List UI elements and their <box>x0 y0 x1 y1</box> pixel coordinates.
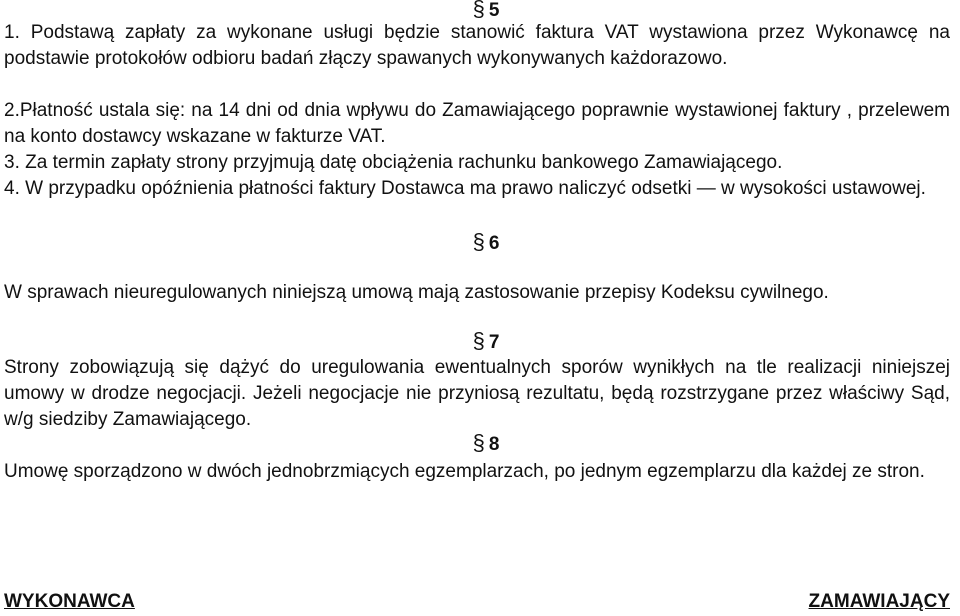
section-number: 5 <box>488 0 500 21</box>
section-heading-7 <box>4 330 950 354</box>
paragraph-5-3: 3. Za termin zapłaty strony przyjmują datę obciążenia rachunku bankowego Zamawiającego. <box>4 152 783 173</box>
section-heading-6 <box>4 231 950 255</box>
section-number: 6 <box>488 233 500 254</box>
section-heading-8 <box>4 432 950 456</box>
paragraph-8: Umowę sporządzono w dwóch jednobrzmiących egzemplarzach, po jednym egzemplarzu dla każdej ze stron. <box>4 461 925 482</box>
section-sign: § <box>472 0 485 21</box>
paragraph-6: W sprawach nieuregulowanych niniejszą umową mają zastosowanie przepisy Kodeksu cywilnego. <box>4 282 829 303</box>
paragraph-5-1: 1. Podstawą zapłaty za wykonane usługi będzie stanowić faktura VAT wystawiona przez Wykonawcę na podstawie protokołów odbioru badań złączy spawanych wykonywanych każdorazowo. <box>4 22 950 69</box>
section-sign: § <box>472 229 485 254</box>
paragraph-5-2: 2.Płatność ustala się: na 14 dni od dnia wpływu do Zamawiającego poprawnie wystawionej faktury , przelewem na konto dostawcy wskazane w fakturze VAT. <box>4 100 950 147</box>
paragraph-7: Strony zobowiązują się dążyć do uregulowania ewentualnych sporów wynikłych na tle realizacji niniejszej umowy w drodze negocjacji. Jeżeli negocjacje nie przyniosą rezultatu, będą rozstrzygane przez właściwy Sąd, w/g siedziby Zamawiającego. <box>4 357 950 430</box>
section-number: 7 <box>488 332 500 353</box>
section-sign: § <box>472 328 485 353</box>
signature-contractor: WYKONAWCA <box>4 591 135 612</box>
section-number: 8 <box>488 434 500 455</box>
section-heading-5 <box>4 0 950 22</box>
paragraph-5-4: 4. W przypadku opóźnienia płatności faktury Dostawca ma prawo naliczyć odsetki — w wysokości ustawowej. <box>4 178 926 199</box>
signature-client: ZAMAWIAJĄCY <box>808 591 950 612</box>
contract-page <box>4 0 950 616</box>
section-sign: § <box>472 430 485 455</box>
